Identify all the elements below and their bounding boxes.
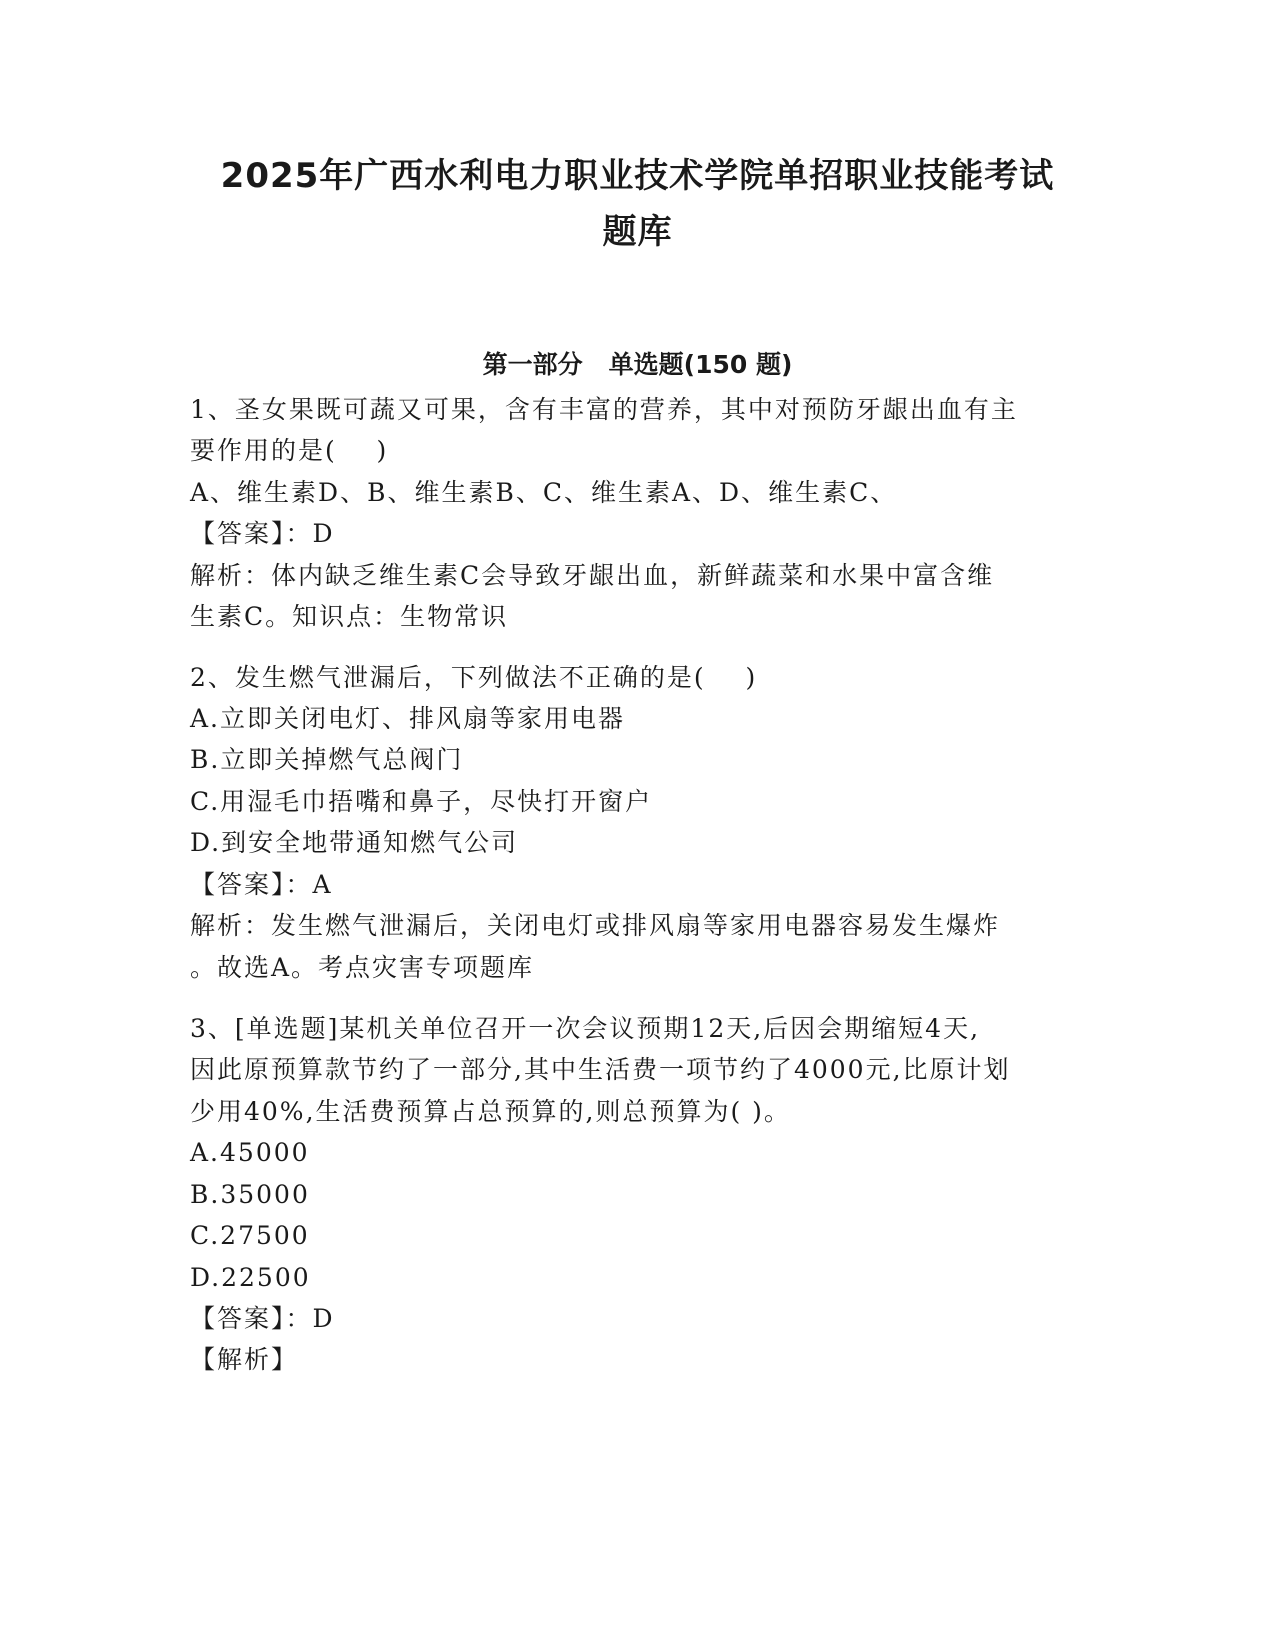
- document-title-line-2: 题库: [602, 212, 673, 252]
- question-analysis: 。故选A。考点灾害专项题库: [190, 953, 535, 982]
- document-title: [150, 148, 1125, 260]
- question-analysis: 解析：发生燃气泄漏后，关闭电灯或排风扇等家用电器容易发生爆炸: [190, 911, 1001, 940]
- question-option: C.27500: [190, 1221, 310, 1250]
- question-stem: 3、[单选题]某机关单位召开一次会议预期12天,后因会期缩短4天,: [190, 1014, 981, 1043]
- section-title: 第一部分 单选题(150 题): [482, 350, 793, 379]
- question-stem: 2、发生燃气泄漏后，下列做法不正确的是( ): [190, 663, 758, 692]
- question-analysis: 解析：体内缺乏维生素C会导致牙龈出血，新鲜蔬菜和水果中富含维: [190, 561, 995, 590]
- question-stem: 1、圣女果既可蔬又可果，含有丰富的营养，其中对预防牙龈出血有主: [190, 395, 1018, 424]
- question-analysis: 生素C。知识点：生物常识: [190, 602, 509, 631]
- question-option: D.22500: [190, 1263, 311, 1292]
- question-option: A.45000: [190, 1138, 310, 1167]
- document-title-line-1: 2025年广西水利电力职业技术学院单招职业技能考试: [220, 156, 1055, 196]
- question-option: A.立即关闭电灯、排风扇等家用电器: [190, 704, 626, 733]
- question-option: C.用湿毛巾捂嘴和鼻子，尽快打开窗户: [190, 787, 653, 816]
- question-option: D.到安全地带通知燃气公司: [190, 828, 519, 857]
- question-option: B.立即关掉燃气总阀门: [190, 745, 464, 774]
- question-analysis-label: 【解析】: [190, 1345, 299, 1374]
- question-answer: 【答案】：A: [190, 870, 333, 899]
- question-option: B.35000: [190, 1180, 310, 1209]
- question-stem: 要作用的是( ): [190, 436, 389, 465]
- question-answer: 【答案】：D: [190, 1304, 335, 1333]
- question-stem: 因此原预算款节约了一部分,其中生活费一项节约了4000元,比原计划: [190, 1055, 1011, 1084]
- question-answer: 【答案】：D: [190, 519, 335, 548]
- question-stem: 少用40%,生活费预算占总预算的,则总预算为( )。: [190, 1097, 791, 1126]
- question-options: A、维生素D、B、维生素B、C、维生素A、D、维生素C、: [190, 478, 898, 507]
